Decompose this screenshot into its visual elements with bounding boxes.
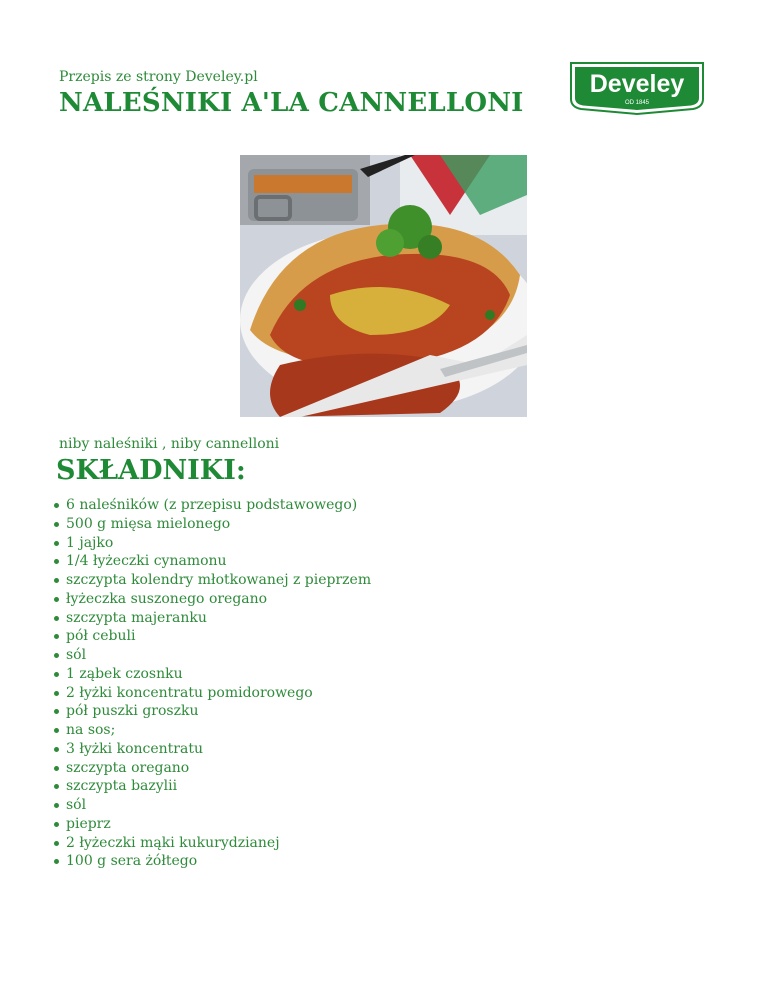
ingredients-list [52,496,371,871]
list-item: 1 ząbek czosnku [52,665,371,684]
bullet-icon [54,766,59,771]
svg-text:Develey: Develey [589,70,685,98]
bullet-icon [54,541,59,546]
bullet-icon [54,559,59,564]
dish-photo [240,155,527,417]
bullet-icon [54,522,59,527]
list-item: szczypta oregano [52,759,371,778]
bullet-icon [54,728,59,733]
source-line: Przepis ze strony Develey.pl [59,69,258,85]
list-item: 3 łyżki koncentratu [52,740,371,759]
list-item: sól [52,796,371,815]
bullet-icon [54,822,59,827]
develey-logo [565,57,709,117]
list-item: 100 g sera żółtego [52,852,371,871]
list-item: 2 łyżeczki mąki kukurydzianej [52,834,371,853]
list-item: szczypta bazylii [52,777,371,796]
list-item: 1/4 łyżeczki cynamonu [52,552,371,571]
list-item: 500 g mięsa mielonego [52,515,371,534]
list-item: na sos; [52,721,371,740]
bullet-icon [54,597,59,602]
bullet-icon [54,691,59,696]
list-item: 6 naleśników (z przepisu podstawowego) [52,496,371,515]
list-item: 1 jajko [52,534,371,553]
bullet-icon [54,747,59,752]
svg-text:OD 1845: OD 1845 [624,100,650,106]
list-item: pieprz [52,815,371,834]
bullet-icon [54,784,59,789]
bullet-icon [54,653,59,658]
list-item: szczypta kolendry młotkowanej z pieprzem [52,571,371,590]
bullet-icon [54,503,59,508]
recipe-subtitle: niby naleśniki , niby cannelloni [59,436,280,452]
bullet-icon [54,803,59,808]
bullet-icon [54,709,59,714]
list-item: 2 łyżki koncentratu pomidorowego [52,684,371,703]
list-item: sól [52,646,371,665]
list-item: szczypta majeranku [52,609,371,628]
bullet-icon [54,859,59,864]
list-item: łyżeczka suszonego oregano [52,590,371,609]
list-item: pół puszki groszku [52,702,371,721]
bullet-icon [54,616,59,621]
bullet-icon [54,841,59,846]
bullet-icon [54,578,59,583]
bullet-icon [54,672,59,677]
ingredients-heading: SKŁADNIKI: [56,455,246,486]
recipe-title: NALEŚNIKI A'LA CANNELLONI [59,88,524,118]
list-item: pół cebuli [52,627,371,646]
bullet-icon [54,634,59,639]
